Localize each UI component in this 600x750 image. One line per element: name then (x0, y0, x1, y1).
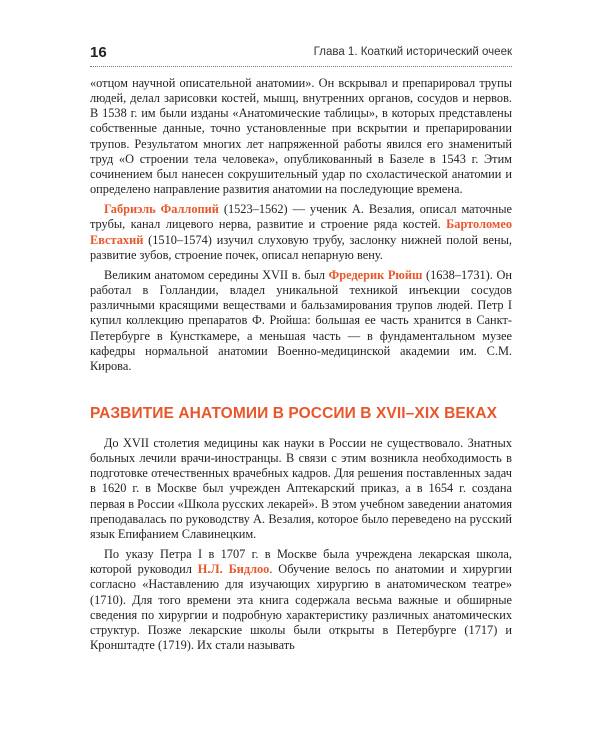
text-bidloo-intro: По указу Петра I в 1707 г. в Москве была учреждена лекарская школа, которой руководил (90, 547, 512, 577)
header-divider (90, 66, 512, 67)
name-bidloo: Н.Л. Бидлоо (197, 562, 270, 577)
text-ruysch-intro: Великим анатомом середины XVII в. был (104, 267, 329, 282)
paragraph-vesalius: «отцом научной описательной анатомии». Он вскрывал и препарировал трупы людей, делал зарисовки костей, мышц, внутренних органов, сосудов и нервов. В 1538 г. им были изданы «Анатомические таблицы», в которых представлены собственные данные, точно установленные при вскрытии и препарировании трупов. Результатом многих лет напряженной работы явился его знаменитый труд «О строении тела человека», опубликованный в Базеле в 1543 г. Этим сочинением был нанесен сокрушительный удар по схоластической анатомии и определено направление развития анатомии на последующие времена. (90, 76, 512, 197)
text-ruysch: (1638–1731). Он работал в Голландии, владел уникальной техникой инъекции сосудов различными красящими веществами и бальзамирования трупов людей. Петр I купил коллекцию препаратов Ф. Рюйша: большая ее часть хранится в Санкт-Петербурге в Кунсткамере, а меньшая часть — в фундаментальном музее кафедры нормальной анатомии Военно-медицинской академии им. С.М. Кирова. (90, 267, 513, 373)
page-body (90, 76, 512, 653)
text-eustachius: (1510–1574) изучил слуховую трубу, заслонку нижней полой вены, развитие зубов, строение почек, описал непарную вену. (90, 232, 512, 262)
name-ruysch: Фредерик Рюйш (328, 267, 423, 282)
text-bidloo: . Обучение велось по анатомии и хирургии согласно «Наставлению для изучающих хирургию в анатомическом театре» (1710). Для того времени эта книга содержала весьма важные и обширные сведения по хирургии и подробную характеристику различных анатомических структур. Позже лекарские школы были открыты в Петербурге (1717) и Кронштадте (1719). Их стали называть (90, 562, 512, 652)
page-number: 16 (90, 44, 107, 61)
paragraph-fallopius-eustachius (90, 202, 512, 263)
paragraph-bidloo (90, 547, 512, 653)
paragraph-ruysch (90, 268, 512, 374)
paragraph-russia: До XVII столетия медицины как науки в России не существовало. Знатных больных лечили врачи-иностранцы. В связи с этим возникла необходимость в подготовке отечественных врачебных кадров. Для решения поставленных задач в 1620 г. в Москве был учрежден Аптекарский приказ, а в 1654 г. создана первая в России «Школа русских лекарей». В этом учебном заведении анатомия преподавалась по руководству А. Везалия, которое было переведено на русский язык Епифанием Славинецким. (90, 435, 512, 541)
page-header (90, 44, 512, 64)
running-head: Глава 1. Коаткий исторический очеек (313, 46, 512, 58)
name-eustachius: Бартоломео Евстахий (90, 217, 512, 247)
text-fallopius: (1523–1562) — ученик А. Везалия, описал маточные трубы, канал лицевого нерва, развитие и строение ряда костей. (90, 202, 513, 232)
name-fallopius: Габриэль Фаллопий (104, 202, 219, 217)
section-heading: РАЗВИТИЕ АНАТОМИИ В РОССИИ В XVII–XIX ВЕКАХ (90, 404, 498, 422)
